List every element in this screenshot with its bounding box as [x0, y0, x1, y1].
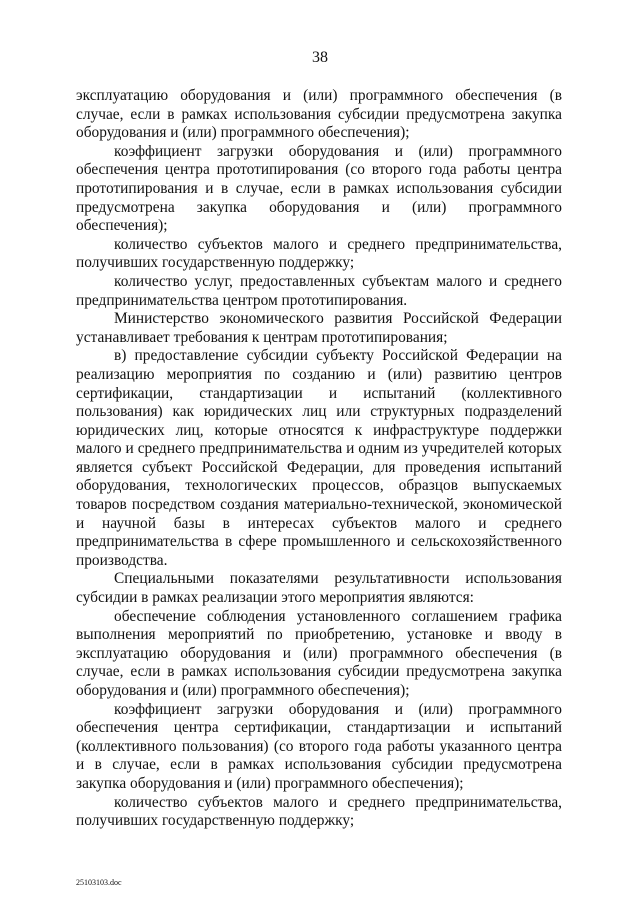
- paragraph: эксплуатацию оборудования и (или) программного обеспечения (в случае, если в рамках использования субсидии предусмотрена закупка оборудования и (или) программного обеспечения);: [76, 87, 562, 142]
- paragraph: обеспечение соблюдения установленного соглашением графика выполнения мероприятий по приобретению, установке и вводу в эксплуатацию оборудования и (или) программного обеспечения (в случае, если в рамках использования субсидии предусмотрена закупка оборудования и (или) программного обеспечения);: [76, 607, 562, 699]
- page-number: 38: [312, 49, 328, 66]
- paragraph: коэффициент загрузки оборудования и (или) программного обеспечения центра прототипирования (со второго года работы центра прототипирования и в случае, если в рамках использования субсидии предусмотрена закупка оборудования и (или) программного обеспечения);: [76, 142, 562, 235]
- paragraph: коэффициент загрузки оборудования и (или) программного обеспечения центра сертификации, стандартизации и испытаний (коллективного пользования) (со второго года работы указанного центра и в случае, если в рамках использования субсидии предусмотрена закупка оборудования и (или) программного обеспечения);: [76, 700, 562, 792]
- paragraph: количество субъектов малого и среднего предпринимательства, получивших государственную поддержку;: [76, 235, 562, 272]
- paragraph: Специальными показателями результативности использования субсидии в рамках реализации этого мероприятия являются:: [76, 570, 562, 607]
- paragraph: количество субъектов малого и среднего предпринимательства, получивших государственную поддержку;: [76, 793, 562, 830]
- footer-file-name: 25103103.doc: [76, 878, 122, 887]
- document-body: [76, 87, 562, 831]
- paragraph: количество услуг, предоставленных субъектам малого и среднего предпринимательства центром прототипирования.: [76, 272, 562, 309]
- paragraph: в) предоставление субсидии субъекту Российской Федерации на реализацию мероприятия по созданию и (или) развитию центров сертификации, стандартизации и испытаний (коллективного пользования) как юридических лиц или структурных подразделений юридических лиц, которые относятся к инфраструктуре поддержки малого и среднего предпринимательства и одним из учредителей которых является субъект Российской Федерации, для проведения испытаний оборудования, технологических процессов, образцов выпускаемых товаров посредством создания материально-технической, экономической и научной базы в интересах субъектов малого и среднего предпринимательства в сфере промышленного и сельскохозяйственного производства.: [76, 347, 562, 569]
- paragraph: Министерство экономического развития Российской Федерации устанавливает требования к центрам прототипирования;: [76, 310, 562, 346]
